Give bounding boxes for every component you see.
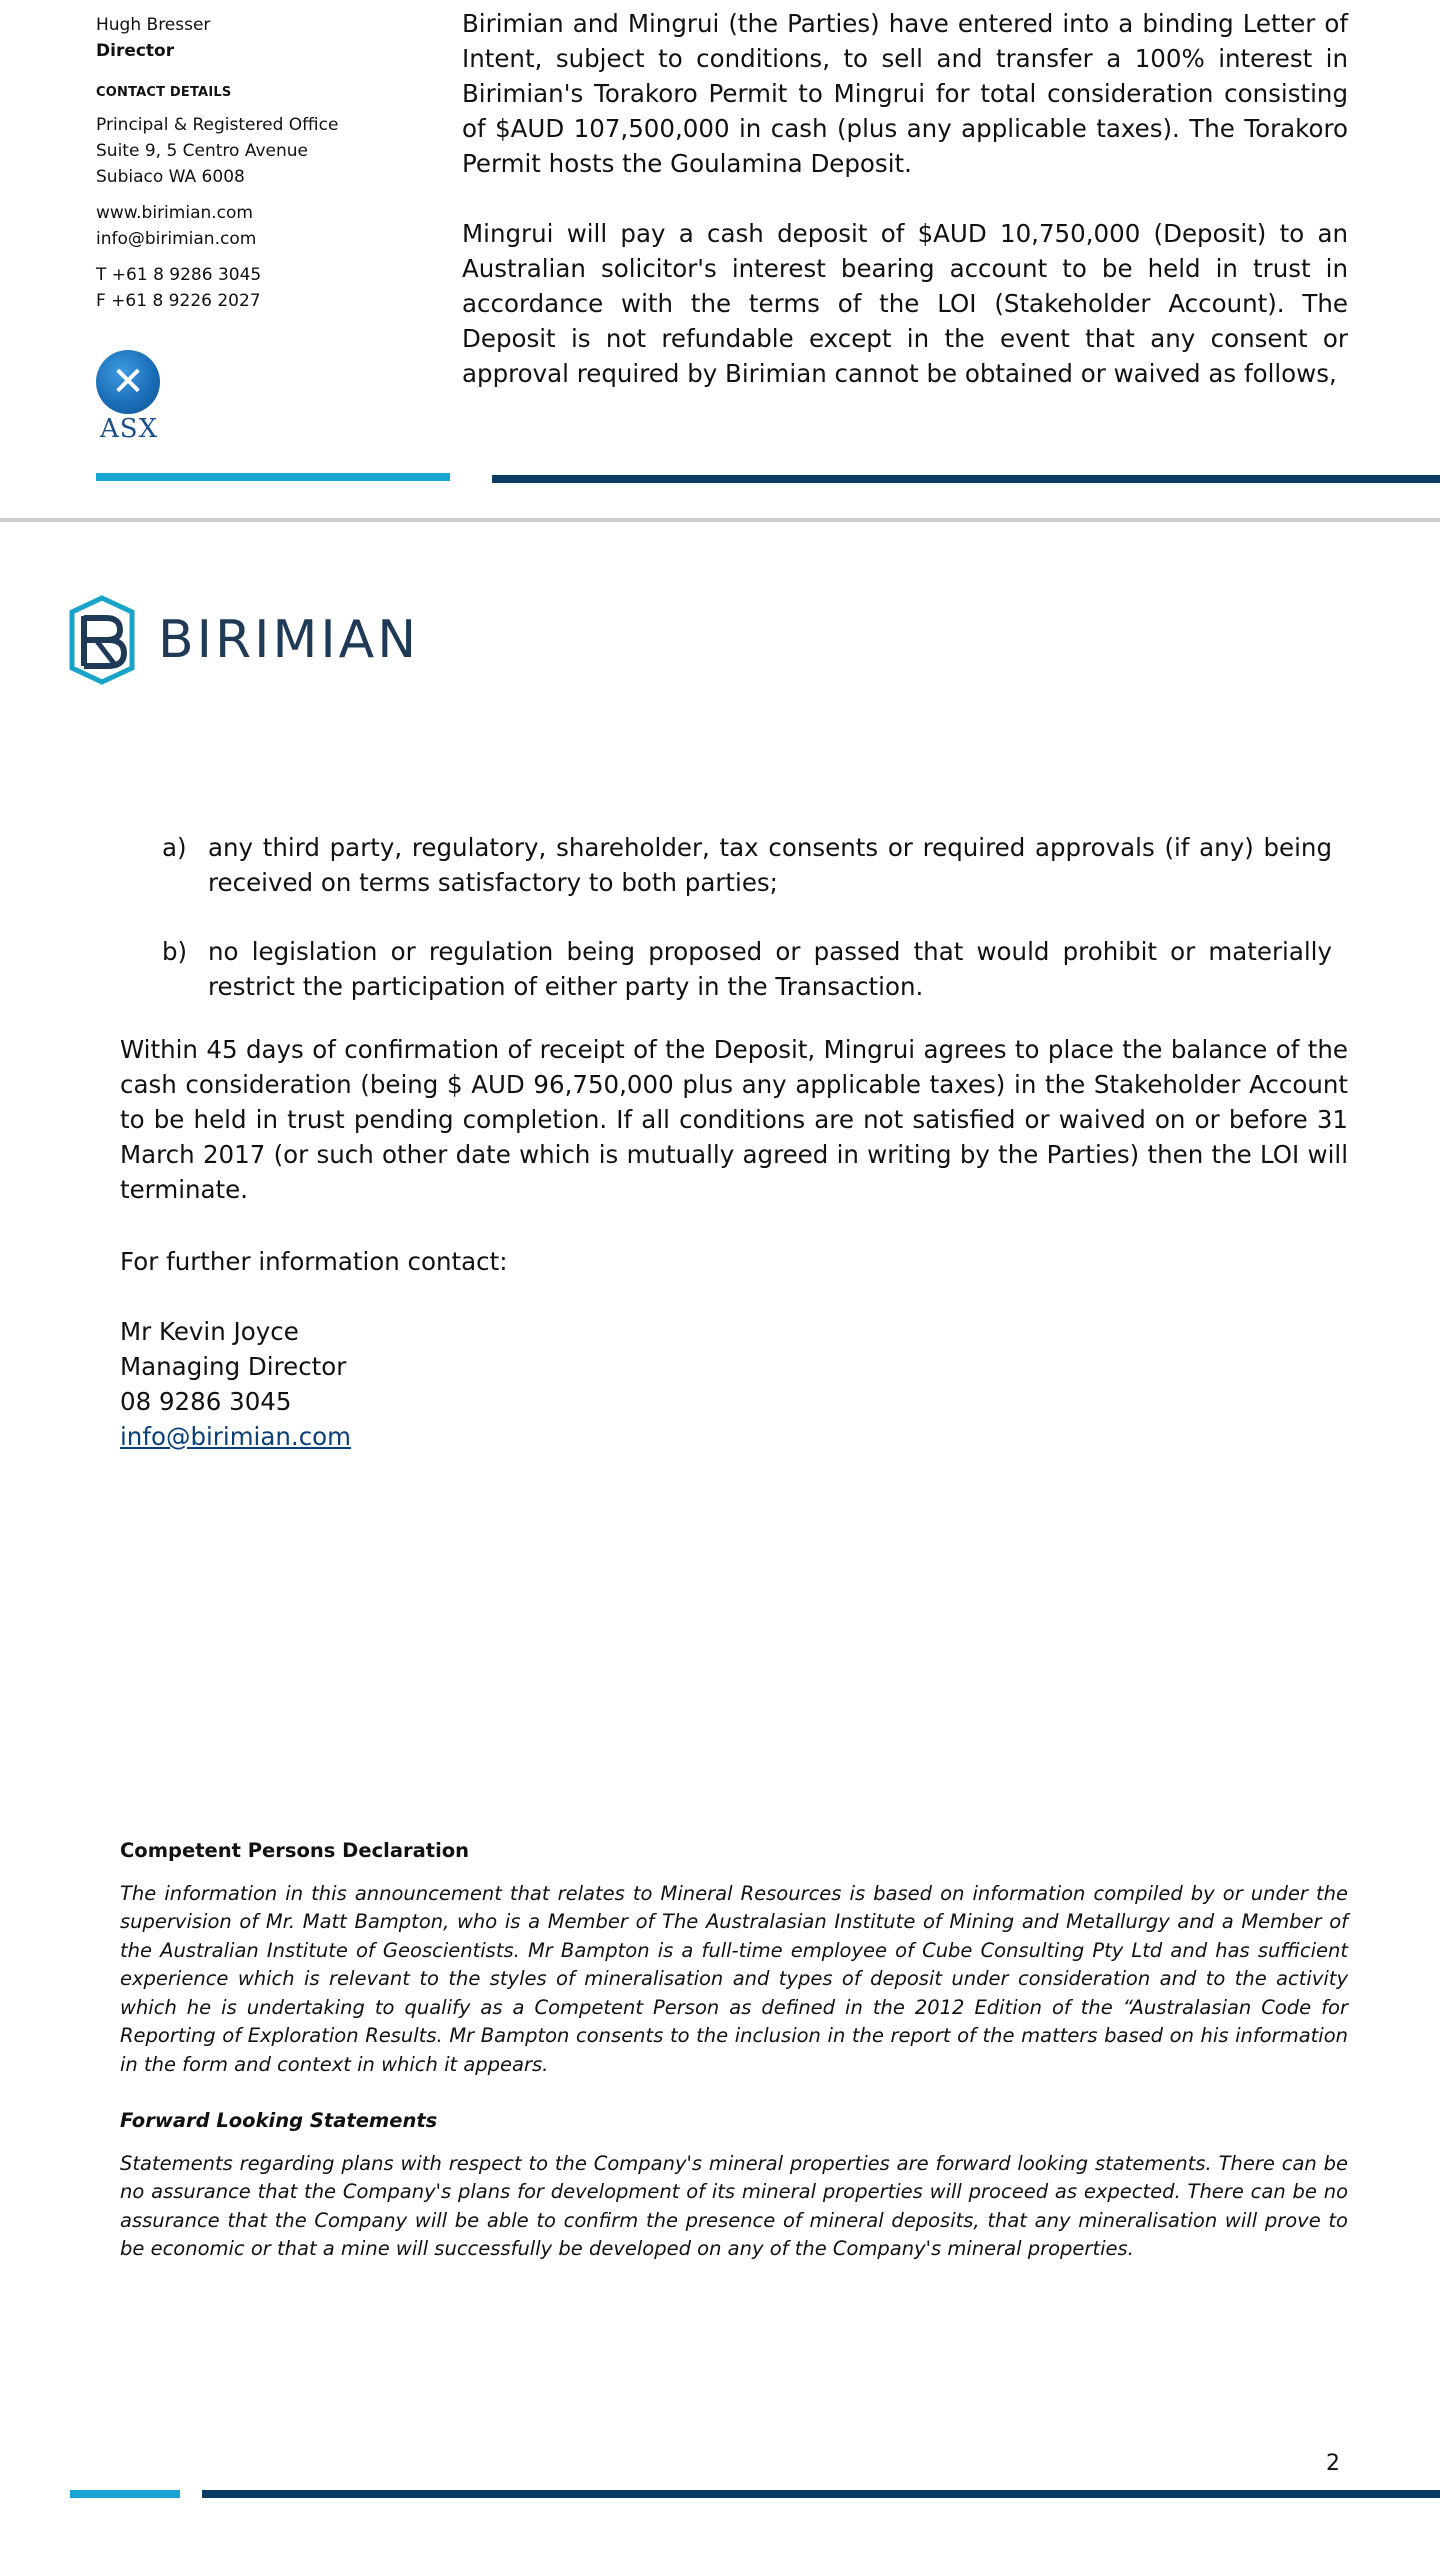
loi-paragraph: Birimian and Mingrui (the Parties) have entered into a binding Letter of Intent, subject to conditions, to sell and transfer a 100% interest in Birimian's Torakoro Permit to Mingrui for total consideration consisting of $AUD 107,500,000 in cash (plus any applicable taxes). The Torakoro Permit hosts the Goulamina Deposit. bbox=[462, 9, 1348, 178]
website-link[interactable]: www.birimian.com bbox=[96, 203, 253, 223]
deposit-paragraph: Mingrui will pay a cash deposit of $AUD 10,750,000 (Deposit) to an Australian solicitor's interest bearing account to be held in trust in accordance with the terms of the LOI (Stakeholder Account). The Deposit is not refundable except in the event that any consent or approval required by Birimian cannot be obtained or waived as follows, bbox=[462, 219, 1348, 388]
disclaimers bbox=[120, 1837, 1348, 2292]
list-marker: a) bbox=[162, 833, 187, 862]
page-2-accent-bar-dark bbox=[202, 2490, 1440, 2498]
contact-phone: 08 9286 3045 bbox=[120, 1387, 292, 1416]
contact-email-link[interactable]: info@birimian.com bbox=[120, 1422, 352, 1451]
asx-x-glyph-icon: ✕ bbox=[111, 359, 145, 405]
office-label: Principal & Registered Office bbox=[96, 115, 339, 135]
page-2-accent-bar-light bbox=[70, 2490, 180, 2498]
birimian-b-icon bbox=[66, 592, 138, 688]
asx-logo-text: ASX bbox=[100, 414, 159, 444]
page-1-accent-bar-light bbox=[96, 473, 450, 481]
fax-number: F +61 8 9226 2027 bbox=[96, 291, 261, 311]
page-1-body bbox=[462, 6, 1348, 426]
page-number: 2 bbox=[1326, 2451, 1340, 2476]
asx-logo bbox=[96, 350, 166, 450]
signatory-name: Hugh Bresser bbox=[96, 15, 211, 35]
address-line-1: Suite 9, 5 Centro Avenue bbox=[96, 141, 309, 161]
conditions-list bbox=[162, 830, 1332, 1038]
contact-name: Mr Kevin Joyce bbox=[120, 1317, 299, 1346]
list-marker: b) bbox=[162, 937, 188, 966]
forward-looking-heading: Forward Looking Statements bbox=[120, 2109, 438, 2132]
balance-paragraph: Within 45 days of confirmation of receipt of the Deposit, Mingrui agrees to place the balance of the cash consideration (being $ AUD 96,750,000 plus any applicable taxes) in the Stakeholder Account to be held in trust pending completion. If all conditions are not satisfied or waived on or before 31 March 2017 (or such other date which is mutually agreed in writing by the Parties) then the LOI will terminate. bbox=[120, 1035, 1348, 1204]
contact-sidebar bbox=[96, 12, 396, 314]
contact-details-heading: CONTACT DETAILS bbox=[96, 85, 232, 100]
page-1 bbox=[0, 0, 1440, 520]
contact-block bbox=[120, 1244, 820, 1454]
competent-persons-heading: Competent Persons Declaration bbox=[120, 1839, 470, 1862]
phone-number: T +61 8 9286 3045 bbox=[96, 265, 262, 285]
sidebar-email-link[interactable]: info@birimian.com bbox=[96, 229, 257, 249]
signatory-role: Director bbox=[96, 41, 175, 61]
list-item-text: no legislation or regulation being proposed or passed that would prohibit or materially restrict the participation of either party in the Transaction. bbox=[208, 937, 1332, 1001]
contact-title: Managing Director bbox=[120, 1352, 347, 1381]
forward-looking-text: Statements regarding plans with respect to the Company's mineral properties are forward looking statements. There can be no assurance that the Company's plans for development of its mineral properties will proceed as expected. There can be no assurance that the Company will be able to confirm the presence of mineral deposits, that any mineralisation will prove to be economic or that a mine will successfully be developed on any of the Company's mineral properties. bbox=[120, 2151, 1348, 2260]
competent-persons-text: The information in this announcement that relates to Mineral Resources is based on information compiled by or under the supervision of Mr. Matt Bampton, who is a Member of The Australasian Institute of Mining and Metallurgy and a Member of the Australian Institute of Geoscientists. Mr Bampton is a full-time employee of Cube Consulting Pty Ltd and has sufficient experience which is relevant to the styles of mineralisation and types of deposit under consideration and to the activity which he is undertaking to qualify as a Competent Person as defined in the 2012 Edition of the “Australasian Code for Reporting of Exploration Results. Mr Bampton consents to the inclusion in the report of the matters based on his information in the form and context in which it appears. bbox=[120, 1881, 1348, 2076]
list-item bbox=[162, 934, 1332, 1004]
list-item bbox=[162, 830, 1332, 900]
page-1-accent-bar-dark bbox=[492, 475, 1440, 483]
contact-intro: For further information contact: bbox=[120, 1247, 508, 1276]
page-separator bbox=[0, 518, 1440, 522]
office-address bbox=[96, 112, 396, 190]
page-2 bbox=[0, 524, 1440, 2560]
address-line-2: Subiaco WA 6008 bbox=[96, 167, 245, 187]
birimian-logo bbox=[66, 592, 426, 692]
brand-name: BIRIMIAN bbox=[158, 610, 420, 670]
list-item-text: any third party, regulatory, shareholder, tax consents or required approvals (if any) being received on terms satisfactory to both parties; bbox=[208, 833, 1332, 897]
